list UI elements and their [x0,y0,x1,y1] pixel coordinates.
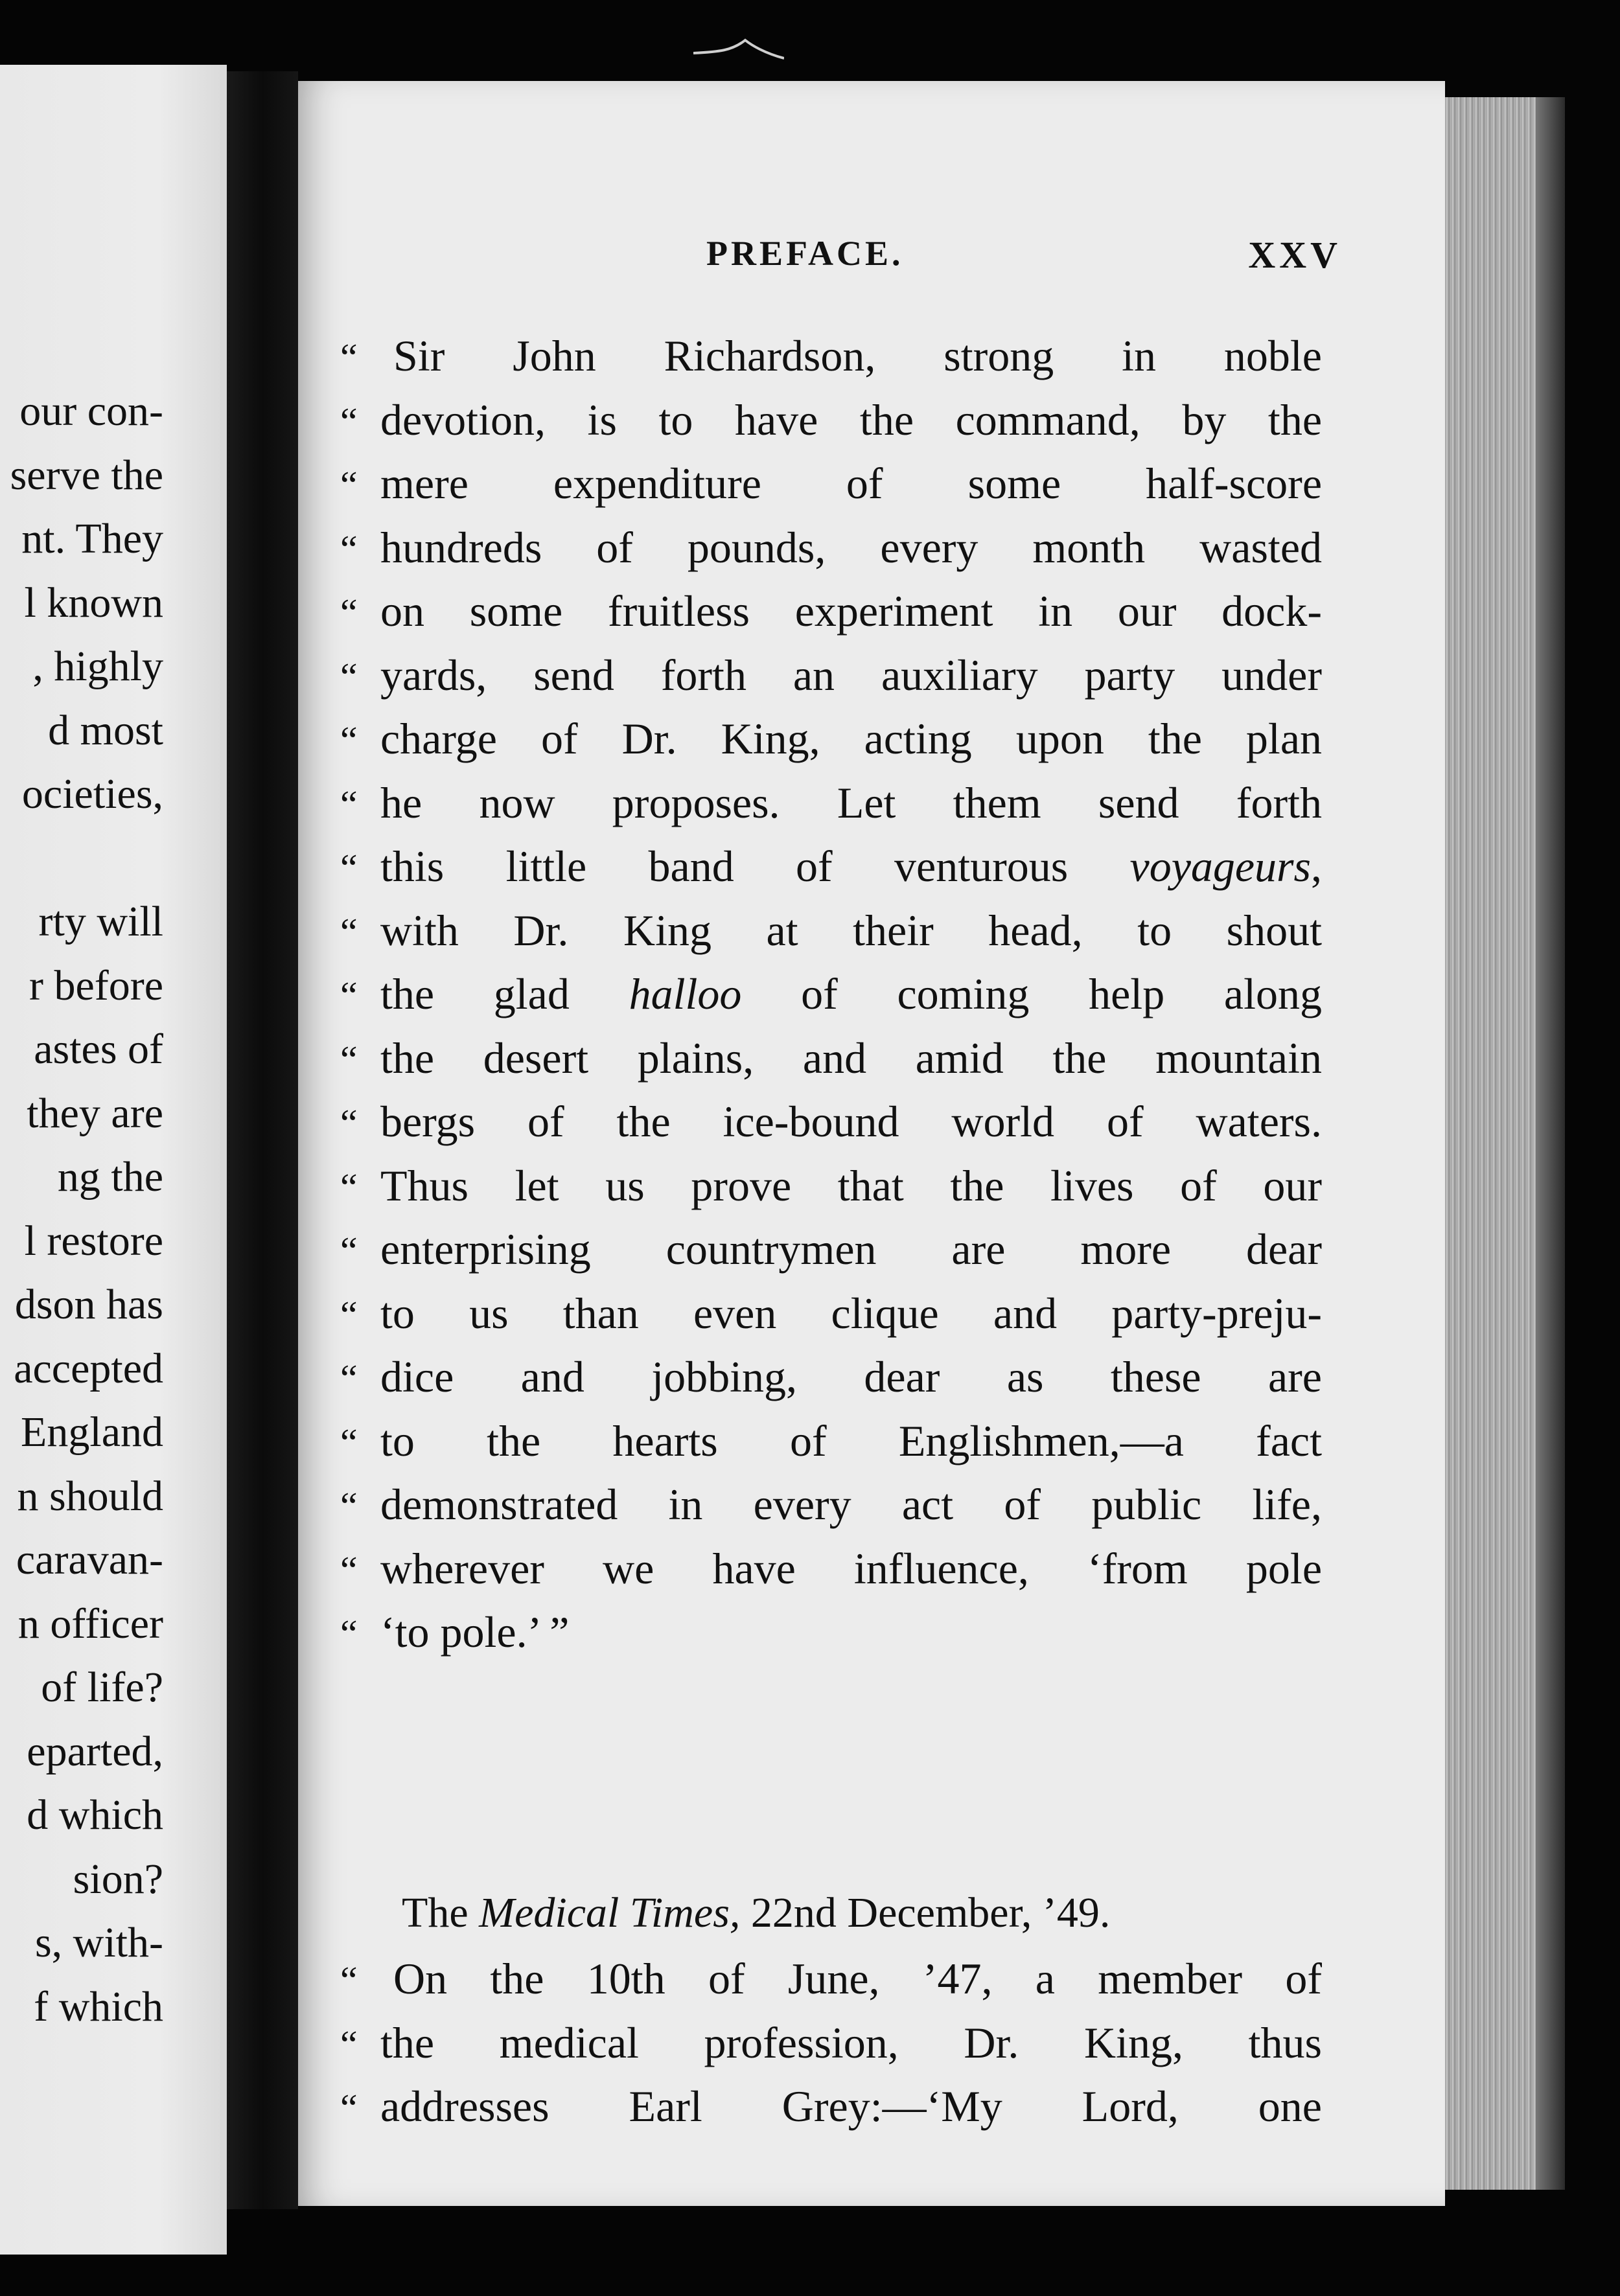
quote-mark: “ [340,1165,358,1209]
left-page-text [10,380,163,2039]
text-line [340,1281,1322,1346]
left-line [10,827,163,891]
quote-mark: “ [340,1102,358,1145]
left-line: d which [27,1791,163,1839]
text-line [340,1473,1322,1537]
left-line: astes of [34,1026,163,1073]
second-passage [340,1947,1322,2139]
text-line [340,1537,1322,1601]
left-line: s, with- [35,1919,163,1966]
italic-word: voyageurs [1129,842,1311,891]
left-line: sion? [73,1855,163,1903]
line-text: Sir John Richardson, strong in noble [393,331,1322,380]
line-text: devotion, is to have the command, by the [380,395,1322,444]
quote-mark: “ [340,1293,358,1337]
quote-mark: “ [340,847,358,890]
text-line [340,1600,1322,1664]
line-text: charge of Dr. King, acting upon the plan [380,714,1322,763]
cover-edge [1536,97,1565,2190]
line-text: to the hearts of Englishmen,—a fact [380,1416,1322,1465]
quote-mark: “ [340,2023,358,2066]
line-text: hundreds of pounds, every month wasted [380,522,1322,572]
text-line [340,1345,1322,1409]
text-line [340,1154,1322,1218]
running-head [298,233,1445,292]
quote-mark: “ [340,464,358,507]
left-line: eparted, [27,1727,163,1775]
quote-mark: “ [340,910,358,954]
line-text: bergs of the ice-bound world of waters. [380,1097,1322,1146]
line-text: with Dr. King at their head, to shout [380,905,1322,955]
left-line: d most [48,706,163,754]
text-line [340,643,1322,707]
text-line [340,707,1322,771]
line-text: yards, send forth an auxiliary party under [380,650,1322,700]
page-edges [1445,97,1536,2190]
quote-mark: “ [340,1548,358,1592]
quote-mark: “ [340,974,358,1017]
line-text: the glad halloo of coming help along [380,969,1322,1018]
line-text: demonstrated in every act of public life, [380,1480,1322,1529]
quote-mark: “ [340,1230,358,1272]
text-line [340,834,1322,899]
line-text: addresses Earl Grey:—‘My Lord, one [380,2082,1322,2131]
line-text: the medical profession, Dr. King, thus [380,2017,1322,2067]
quote-mark: “ [340,655,358,698]
line-text: wherever we have influence, ‘from pole [380,1543,1322,1593]
line-text: on some fruitless experiment in our dock- [380,586,1322,636]
quote-mark: “ [340,1613,358,1655]
text-line [340,324,1322,388]
line-text: the desert plains, and amid the mountain [380,1033,1322,1083]
source-prefix: The [402,1889,480,1936]
line-text: ‘to pole.’ ” [380,1607,570,1657]
left-line: caravan- [16,1536,163,1583]
line-text: On the 10th of June, ’47, a member of [393,1954,1322,2003]
quote-mark: “ [340,336,358,379]
right-page [298,81,1445,2206]
text-line [340,1409,1322,1473]
quote-mark: “ [340,783,358,826]
quote-mark: “ [340,400,358,443]
text-line [340,1026,1322,1090]
quote-mark: “ [340,1038,358,1081]
left-line: n should [17,1472,163,1520]
line-text: he now proposes. Let them send forth [380,777,1322,827]
line-text: mere expenditure of some half-score [380,459,1322,508]
text-line [340,899,1322,963]
quote-mark: “ [340,2087,358,2130]
left-line: our con- [19,387,163,435]
left-line: n officer [17,1600,163,1647]
line-text: dice and jobbing, dear as these are [380,1352,1322,1401]
text-line [340,452,1322,516]
quote-mark: “ [340,1959,358,2002]
quote-mark: “ [340,1357,358,1400]
line-text: this little band of venturous voyageurs, [380,842,1322,891]
source-citation [402,1888,1110,1938]
left-line: ocieties, [21,770,163,818]
left-line: r before [29,961,163,1009]
quote-mark: “ [340,1421,358,1464]
quote-mark: “ [340,719,358,762]
quote-mark: “ [340,1485,358,1528]
left-line: , highly [32,643,163,690]
text-line [340,2074,1322,2139]
left-line: rty will [38,898,163,945]
left-line: accepted [14,1344,163,1392]
text-line [340,1217,1322,1281]
text-line [340,962,1322,1026]
text-line [340,579,1322,643]
left-line: f which [34,1982,163,2030]
line-text: to us than even clique and party-preju- [380,1288,1322,1338]
quote-mark: “ [340,527,358,571]
page-number: XXV [1248,234,1341,276]
left-line: dson has [14,1281,163,1328]
left-line: serve the [10,451,163,499]
text-line [340,771,1322,835]
left-line: ng the [57,1153,163,1200]
line-text: enterprising countrymen are more dear [380,1224,1322,1274]
left-line: nt. They [21,515,163,562]
running-head-title: PREFACE. [706,234,904,273]
left-line: they are [27,1089,163,1137]
line-text: Thus let us prove that the lives of our [380,1160,1322,1210]
left-line: of life? [41,1664,163,1711]
text-line [340,1090,1322,1154]
quoted-passage [340,324,1322,1664]
text-line [340,1947,1322,2011]
book-gutter [227,71,298,2209]
italic-word: halloo [629,969,742,1018]
left-line: l known [24,579,163,626]
source-date: 22nd December, ’49. [740,1889,1111,1936]
left-line: England [21,1408,163,1456]
left-page [0,65,227,2255]
text-line [340,2011,1322,2075]
left-line: l restore [24,1217,163,1265]
publication-name: Medical Times, [479,1889,741,1936]
paper-crease [693,34,784,73]
quote-mark: “ [340,591,358,634]
text-line [340,516,1322,580]
text-line [340,388,1322,452]
